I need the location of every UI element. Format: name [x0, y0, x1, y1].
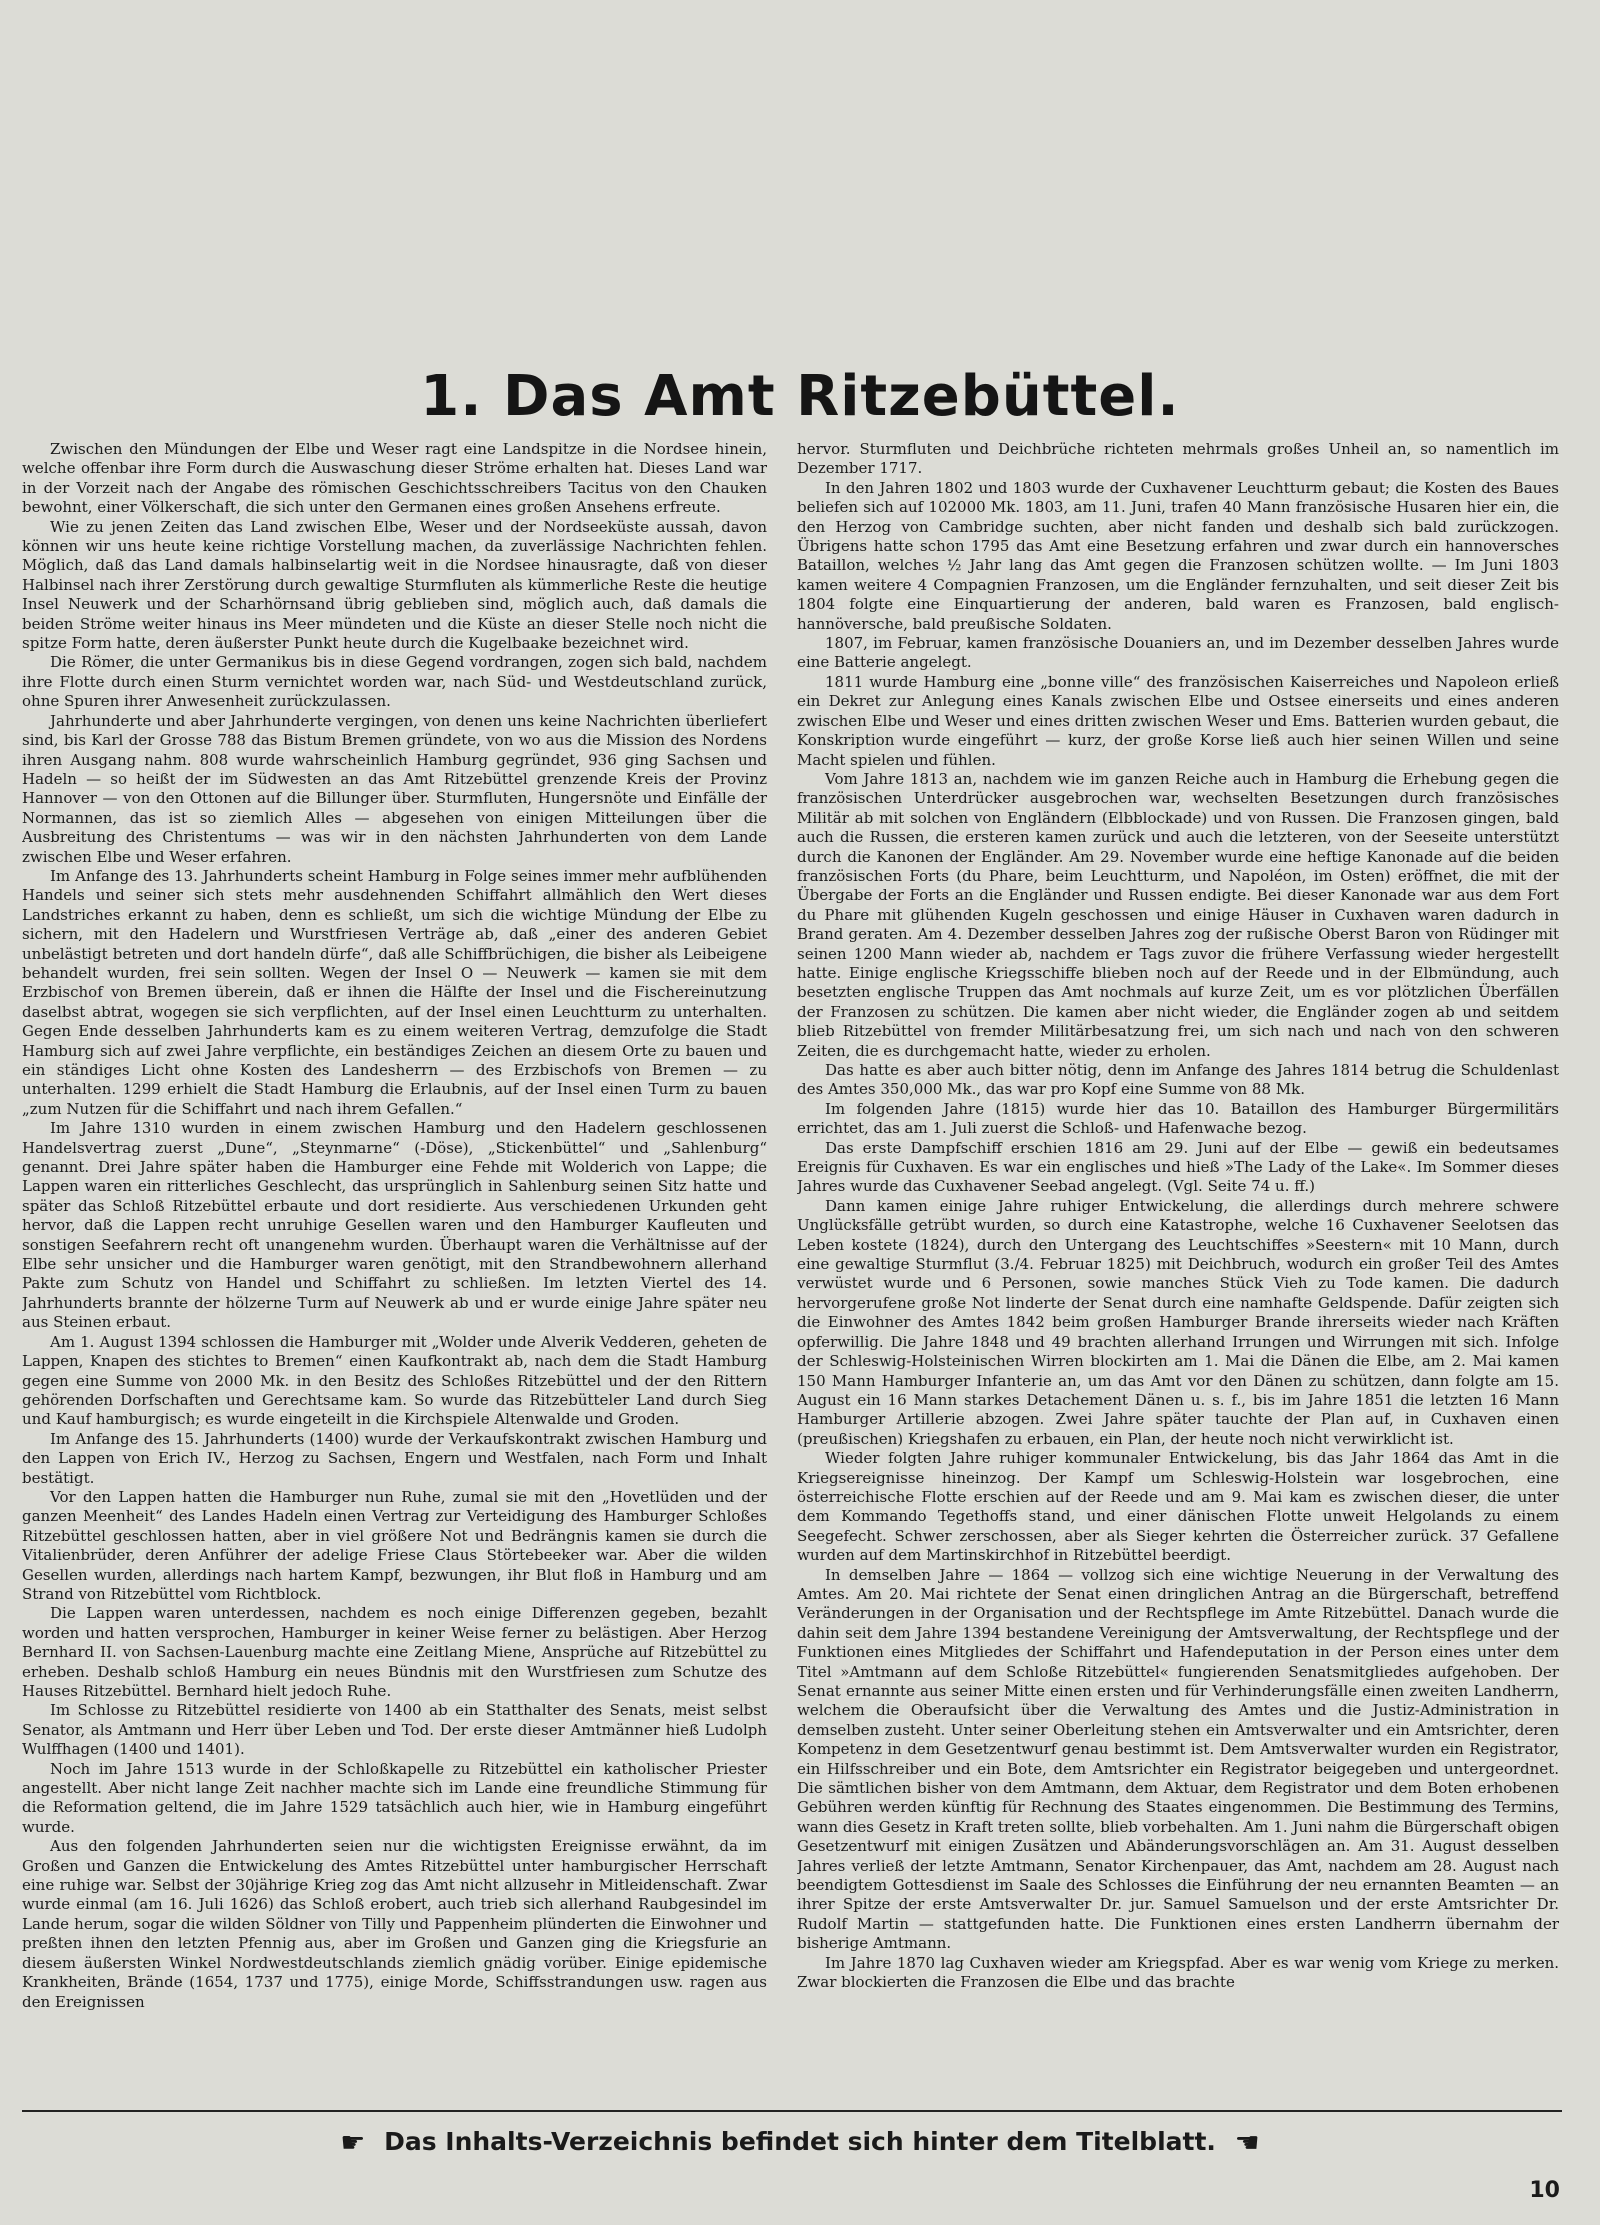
paragraph: Noch im Jahre 1513 wurde in der Schloßkapelle zu Ritzebüttel ein katholischer Priester angestellt. Aber nicht lange Zeit nachher machte sich im Lande eine freundliche Stimmung für die Reformation geltend, die im Jahre 1529 tatsächlich auch hier, wie in Hamburg eingeführt wurde.: [22, 1759, 767, 1836]
left-column: [22, 440, 767, 2100]
paragraph: 1811 wurde Hamburg eine „bonne ville“ des französischen Kaiserreiches und Napoleon erließ ein Dekret zur Anlegung eines Kanals zwischen Elbe und Ostsee einerseits und eines anderen zwischen Elbe und Weser und eines dritten zwischen Weser und Ems. Batterien wurden gebaut, die Konskription wurde eingeführt — kurz, der große Korse ließ auch hier seinen Willen und seine Macht spielen und fühlen.: [797, 672, 1559, 769]
paragraph: Am 1. August 1394 schlossen die Hamburger mit „Wolder unde Alverik Vedderen, geheten de Lappen, Knapen des stichtes to Bremen“ einen Kaufkontrakt ab, nach dem die Stadt Hamburg gegen eine Summe von 2000 Mk. in den Besitz des Schloßes Ritzebüttel und der den Rittern gehörenden Dorfschaften und Gerechtsame kam. So wurde das Ritzebütteler Land durch Sieg und Kauf hamburgisch; es wurde eingeteilt in die Kirchspiele Altenwalde und Groden.: [22, 1332, 767, 1429]
page-title: 1. Das Amt Ritzebüttel.: [420, 364, 1180, 429]
page-number: 10: [1529, 2178, 1560, 2203]
paragraph: Jahrhunderte und aber Jahrhunderte vergingen, von denen uns keine Nachrichten überliefert sind, bis Karl der Grosse 788 das Bistum Bremen gründete, von wo aus die Mission des Nordens ihren Ausgang nahm. 808 wurde wahrscheinlich Hamburg gegründet, 936 ging Sachsen und Hadeln — so heißt der im Südwesten an das Amt Ritzebüttel grenzende Kreis der Provinz Hannover — von den Ottonen auf die Billunger über. Sturmfluten, Hungersnöte und Einfälle der Normannen, das ist so ziemlich Alles — abgesehen von einigen Mitteilungen über die Ausbreitung des Christentums — was wir in den nächsten Jahrhunderten von dem Lande zwischen Elbe und Weser erfahren.: [22, 711, 767, 866]
paragraph: In den Jahren 1802 und 1803 wurde der Cuxhavener Leuchtturm gebaut; die Kosten des Baues beliefen sich auf 102000 Mk. 1803, am 11. Juni, trafen 40 Mann französische Husaren hier ein, die den Herzog von Cambridge suchten, aber nicht fanden und deshalb sich bald zurückzogen. Übrigens hatte schon 1795 das Amt eine Besetzung erfahren und zwar durch ein hannoversches Bataillon, welches ½ Jahr lang das Amt gegen die Franzosen schützen wollte. — Im Juni 1803 kamen weitere 4 Compagnien Franzosen, um die Engländer fernzuhalten, und seit dieser Zeit bis 1804 folgte eine Einquartierung der anderen, bald waren es Franzosen, bald englisch-hannöversche, bald preußische Soldaten.: [797, 478, 1559, 633]
paragraph: 1807, im Februar, kamen französische Douaniers an, und im Dezember desselben Jahres wurde eine Batterie angelegt.: [797, 634, 1559, 672]
paragraph: Aus den folgenden Jahrhunderten seien nur die wichtigsten Ereignisse erwähnt, da im Großen und Ganzen die Entwickelung des Amtes Ritzebüttel unter hamburgischer Herrschaft eine ruhige war. Selbst der 30jährige Krieg zog das Amt nicht allzusehr in Mitleidenschaft. Zwar wurde einmal (am 16. Juli 1626) das Schloß erobert, auch trieb sich allerhand Raubgesindel im Lande herum, sogar die wilden Söldner von Tilly und Pappenheim plünderten die Einwohner und preßten ihnen den letzten Pfennig aus, aber im Großen und Ganzen ging die Kriegsfurie an diesem äußersten Winkel Nordwestdeutschlands ziemlich gnädig vorüber. Einige epidemische Krankheiten, Brände (1654, 1737 und 1775), einige Morde, Schiffsstrandungen usw. ragen aus den Ereignissen: [22, 1837, 767, 2011]
pointing-hand-right-icon: ☛: [340, 2126, 366, 2159]
paragraph: Wie zu jenen Zeiten das Land zwischen Elbe, Weser und der Nordseeküste aussah, davon können wir uns heute keine richtige Vorstellung machen, da zuverlässige Nachrichten fehlen. Möglich, daß das Land damals halbinselartig weit in die Nordsee hinausragte, daß von dieser Halbinsel nach ihrer Zerstörung durch gewaltige Sturmfluten als kümmerliche Reste die heutige Insel Neuwerk und der Scharhörnsand übrig geblieben sind, möglich auch, daß damals die beiden Ströme weiter hinaus ins Meer mündeten und die Küste an dieser Stelle noch nicht die spitze Form hatte, deren äußerster Punkt heute durch die Kugelbaake bezeichnet wird.: [22, 517, 767, 653]
paragraph: Vom Jahre 1813 an, nachdem wie im ganzen Reiche auch in Hamburg die Erhebung gegen die französischen Unterdrücker ausgebrochen war, wechselten Besetzungen durch französisches Militär ab mit solchen von Engländern (Elbblockade) und von Russen. Die Franzosen gingen, bald auch die Russen, die ersteren kamen zurück und auch die letzteren, von der Seeseite unterstützt durch die Kanonen der Engländer. Am 29. November wurde eine heftige Kanonade auf die beiden französischen Forts (du Phare, beim Leuchtturm, und Napoléon, im Osten) eröffnet, die mit der Übergabe der Forts an die Engländer und Russen endigte. Bei dieser Kanonade war aus dem Fort du Phare mit glühenden Kugeln geschossen und einige Häuser in Cuxhaven waren dadurch in Brand geraten. Am 4. Dezember desselben Jahres zog der rußische Oberst Baron von Rüdinger mit seinen 1200 Mann wieder ab, nachdem er Tags zuvor die frühere Verfassung wieder hergestellt hatte. Einige englische Kriegsschiffe blieben noch auf der Reede und in der Elbmündung, auch besetzten englische Truppen das Amt nochmals auf kurze Zeit, um es vor plötzlichen Überfällen der Franzosen zu schützen. Die kamen aber nicht wieder, die Engländer zogen ab und seitdem blieb Ritzebüttel von fremder Militärbesatzung frei, um sich nach und nach von den schweren Zeiten, die es durchgemacht hatte, wieder zu erholen.: [797, 769, 1559, 1060]
paragraph: hervor. Sturmfluten und Deichbrüche richteten mehrmals großes Unheil an, so namentlich im Dezember 1717.: [797, 440, 1559, 478]
paragraph: Im Jahre 1870 lag Cuxhaven wieder am Kriegspfad. Aber es war wenig vom Kriege zu merken. Zwar blockierten die Franzosen die Elbe und das brachte: [797, 1953, 1559, 1992]
footer-note: [0, 2125, 1600, 2160]
footer-text: Das Inhalts-Verzeichnis befindet sich hinter dem Titelblatt.: [384, 2127, 1216, 2156]
paragraph: In demselben Jahre — 1864 — vollzog sich eine wichtige Neuerung in der Verwaltung des Amtes. Am 20. Mai richtete der Senat einen dringlichen Antrag an die Bürgerschaft, betreffend Veränderungen in der Organisation und der Rechtspflege im Amte Ritzebüttel. Danach wurde die dahin seit dem Jahre 1394 bestandene Vereinigung der Amtsverwaltung, der Rechtspflege und der Funktionen eines Mitgliedes der Schiffahrt und Hafendeputation in der Person eines unter dem Titel »Amtmann auf dem Schloße Ritzebüttel« fungierenden Senatsmitgliedes aufgehoben. Der Senat ernannte aus seiner Mitte einen ersten und für Verhinderungsfälle einen zweiten Landherrn, welchem die Oberaufsicht über die Verwaltung des Amtes und die Justiz-Administration in demselben zusteht. Unter seiner Oberleitung stehen ein Amtsverwalter und ein Amtsrichter, deren Kompetenz in dem Gesetzentwurf genau bestimmt ist. Dem Amtsverwalter wurden ein Registrator, ein Hilfsschreiber und ein Bote, dem Amtsrichter ein Registrator beigegeben und untergeordnet. Die sämtlichen bisher von dem Amtmann, dem Aktuar, dem Registrator und dem Boten erhobenen Gebühren werden künftig für Rechnung des Staates eingenommen. Die Bestimmung des Termins, wann dies Gesetz in Kraft treten sollte, blieb vorbehalten. Am 1. Juni nahm die Bürgerschaft obigen Gesetzentwurf mit einigen Zusätzen und Abänderungsvorschlägen an. Am 31. August desselben Jahres verließ der letzte Amtmann, Senator Kirchenpauer, das Amt, nachdem am 28. August nach beendigtem Gottesdienst im Saale des Schlosses die Einführung der neu ernannten Beamten — an ihrer Spitze der erste Amtsverwalter Dr. jur. Samuel Samuelson und der erste Amtsrichter Dr. Rudolf Martin — stattgefunden hatte. Die Funktionen eines ersten Landherrn übernahm der bisherige Amtmann.: [797, 1565, 1559, 1953]
paragraph: Im Anfange des 13. Jahrhunderts scheint Hamburg in Folge seines immer mehr aufblühenden Handels und seiner sich stets mehr ausdehnenden Schiffahrt allmählich den Wert dieses Landstriches erkannt zu haben, denn es schließt, um sich die wichtige Mündung der Elbe zu sichern, mit den Hadelern und Wurstfriesen Verträge ab, daß „einer des anderen Gebiet unbelästigt betreten und dort handeln dürfe“, daß alle Schiffbrüchigen, die bisher als Leibeigene behandelt wurden, frei sein sollten. Wegen der Insel O — Neuwerk — kamen sie mit dem Erzbischof von Bremen überein, daß er ihnen die Hälfte der Insel und die Fischereinutzung daselbst abtrat, wogegen sie sich verpflichten, auf der Insel einen Leuchtturm zu unterhalten. Gegen Ende desselben Jahrhunderts kam es zu einem weiteren Vertrag, demzufolge die Stadt Hamburg sich auf zwei Jahre verpflichte, ein beständiges Zeichen an diesem Orte zu bauen und ein ständiges Licht ohne Kosten des Landesherrn — des Erzbischofs von Bremen — zu unterhalten. 1299 erhielt die Stadt Hamburg die Erlaubnis, auf der Insel einen Turm zu bauen „zum Nutzen für die Schiffahrt und nach ihrem Gefallen.“: [22, 866, 767, 1118]
paragraph: Wieder folgten Jahre ruhiger kommunaler Entwickelung, bis das Jahr 1864 das Amt in die Kriegsereignisse hineinzog. Der Kampf um Schleswig-Holstein war losgebrochen, eine österreichische Flotte erschien auf der Reede und am 9. Mai kam es zwischen dieser, die unter dem Kommando Tegethoffs stand, und einer dänischen Flotte unweit Helgolands zu einem Seegefecht. Schwer zerschossen, aber als Sieger kehrten die Österreicher zurück. 37 Gefallene wurden auf dem Martinskirchhof in Ritzebüttel beerdigt.: [797, 1449, 1559, 1565]
paragraph: Das erste Dampfschiff erschien 1816 am 29. Juni auf der Elbe — gewiß ein bedeutsames Ereignis für Cuxhaven. Es war ein englisches und hieß »The Lady of the Lake«. Im Sommer dieses Jahres wurde das Cuxhavener Seebad angelegt. (Vgl. Seite 74 u. ff.): [797, 1138, 1559, 1196]
paragraph: Die Lappen waren unterdessen, nachdem es noch einige Differenzen gegeben, bezahlt worden und hatten versprochen, Hamburger in keiner Weise ferner zu belästigen. Aber Herzog Bernhard II. von Sachsen-Lauenburg machte eine Zeitlang Miene, Ansprüche auf Ritzebüttel zu erheben. Deshalb schloß Hamburg ein neues Bündnis mit den Wurstfriesen zum Schutze des Hauses Ritzebüttel. Bernhard hielt jedoch Ruhe.: [22, 1604, 767, 1700]
paragraph: Vor den Lappen hatten die Hamburger nun Ruhe, zumal sie mit den „Hovetlüden und der ganzen Meenheit“ des Landes Hadeln einen Vertrag zur Verteidigung des Hamburger Schloßes Ritzebüttel geschlossen hatten, aber in viel größere Not und Bedrängnis kamen sie durch die Vitalienbrüder, deren Anführer der adelige Friese Claus Störtebeeker war. Aber die wilden Gesellen wurden, allerdings nach hartem Kampf, bezwungen, ihr Blut floß in Hamburg und am Strand von Ritzebüttel vom Richtblock.: [22, 1487, 767, 1603]
paragraph: Im Anfange des 15. Jahrhunderts (1400) wurde der Verkaufskontrakt zwischen Hamburg und den Lappen von Erich IV., Herzog zu Sachsen, Engern und Westfalen, nach Form und Inhalt bestätigt.: [22, 1429, 767, 1487]
paragraph: Zwischen den Mündungen der Elbe und Weser ragt eine Landspitze in die Nordsee hinein, welche offenbar ihre Form durch die Auswaschung dieser Ströme erhalten hat. Dieses Land war in der Vorzeit nach der Angabe des römischen Geschichtsschreibers Tacitus von den Chauken bewohnt, einer Völkerschaft, die sich unter den Germanen eines großen Ansehens erfreute.: [22, 440, 767, 517]
paragraph: Im Jahre 1310 wurden in einem zwischen Hamburg und den Hadelern geschlossenen Handelsvertrag zuerst „Dune“, „Steynmarne“ (-Döse), „Stickenbüttel“ und „Sahlenburg“ genannt. Drei Jahre später haben die Hamburger eine Fehde mit Wolderich von Lappe; die Lappen waren ein ritterliches Geschlecht, das ursprünglich in Sahlenburg seinen Sitz hatte und später das Schloß Ritzebüttel erbaute und dort residierte. Aus verschiedenen Urkunden geht hervor, daß die Lappen recht unruhige Gesellen waren und den Hamburger Kaufleuten und sonstigen Seefahrern recht oft unangenehm wurden. Überhaupt waren die Verhältnisse auf der Elbe sehr unsicher und die Hamburger waren genötigt, mit den Strandbewohnern allerhand Pakte zum Schutz von Handel und Schiffahrt zu schließen. Im letzten Viertel des 14. Jahrhunderts brannte der hölzerne Turm auf Neuwerk ab und er wurde einige Jahre später neu aus Steinen erbaut.: [22, 1119, 767, 1332]
paragraph: Die Römer, die unter Germanikus bis in diese Gegend vordrangen, zogen sich bald, nachdem ihre Flotte durch einen Sturm vernichtet worden war, nach Süd- und Westdeutschland zurück, ohne Spuren ihrer Anwesenheit zurückzulassen.: [22, 653, 767, 711]
right-column: [797, 440, 1559, 2100]
footer-divider: [22, 2110, 1562, 2112]
pointing-hand-left-icon: ☚: [1234, 2126, 1260, 2159]
paragraph: Das hatte es aber auch bitter nötig, denn im Anfange des Jahres 1814 betrug die Schuldenlast des Amtes 350,000 Mk., das war pro Kopf eine Summe von 88 Mk.: [797, 1061, 1559, 1099]
paragraph: Im folgenden Jahre (1815) wurde hier das 10. Bataillon des Hamburger Bürgermilitärs errichtet, das am 1. Juli zuerst die Schloß- und Hafenwache bezog.: [797, 1099, 1559, 1138]
paragraph: Dann kamen einige Jahre ruhiger Entwickelung, die allerdings durch mehrere schwere Unglücksfälle getrübt wurden, so durch eine Katastrophe, welche 16 Cuxhavener Seelotsen das Leben kostete (1824), durch den Untergang des Leuchtschiffes »Seestern« mit 10 Mann, durch eine gewaltige Sturmflut (3./4. Februar 1825) mit Deichbruch, wodurch ein großer Teil des Amtes verwüstet wurde und 6 Personen, sowie manches Stück Vieh zu Tode kamen. Die dadurch hervorgerufene große Not linderte der Senat durch eine namhafte Geldspende. Dafür zeigten sich die Einwohner des Amtes 1842 beim großen Hamburger Brande ihrerseits wieder nach Kräften opferwillig. Die Jahre 1848 und 49 brachten allerhand Irrungen und Wirrungen mit sich. Infolge der Schleswig-Holsteinischen Wirren blockirten am 1. Mai die Dänen die Elbe, am 2. Mai kamen 150 Mann Hamburger Infanterie an, um das Amt vor den Dänen zu schützen, dann folgte am 15. August ein 16 Mann starkes Detachement Dänen u. s. f., bis im Jahre 1851 die letzten 16 Mann Hamburger Artillerie abzogen. Zwei Jahre später tauchte der Plan auf, in Cuxhaven einen (preußischen) Kriegshafen zu erbauen, ein Plan, der heute noch nicht verwirklicht ist.: [797, 1196, 1559, 1448]
paragraph: Im Schlosse zu Ritzebüttel residierte von 1400 ab ein Statthalter des Senats, meist selbst Senator, als Amtmann und Herr über Leben und Tod. Der erste dieser Amtmänner hieß Ludolph Wulffhagen (1400 und 1401).: [22, 1701, 767, 1759]
